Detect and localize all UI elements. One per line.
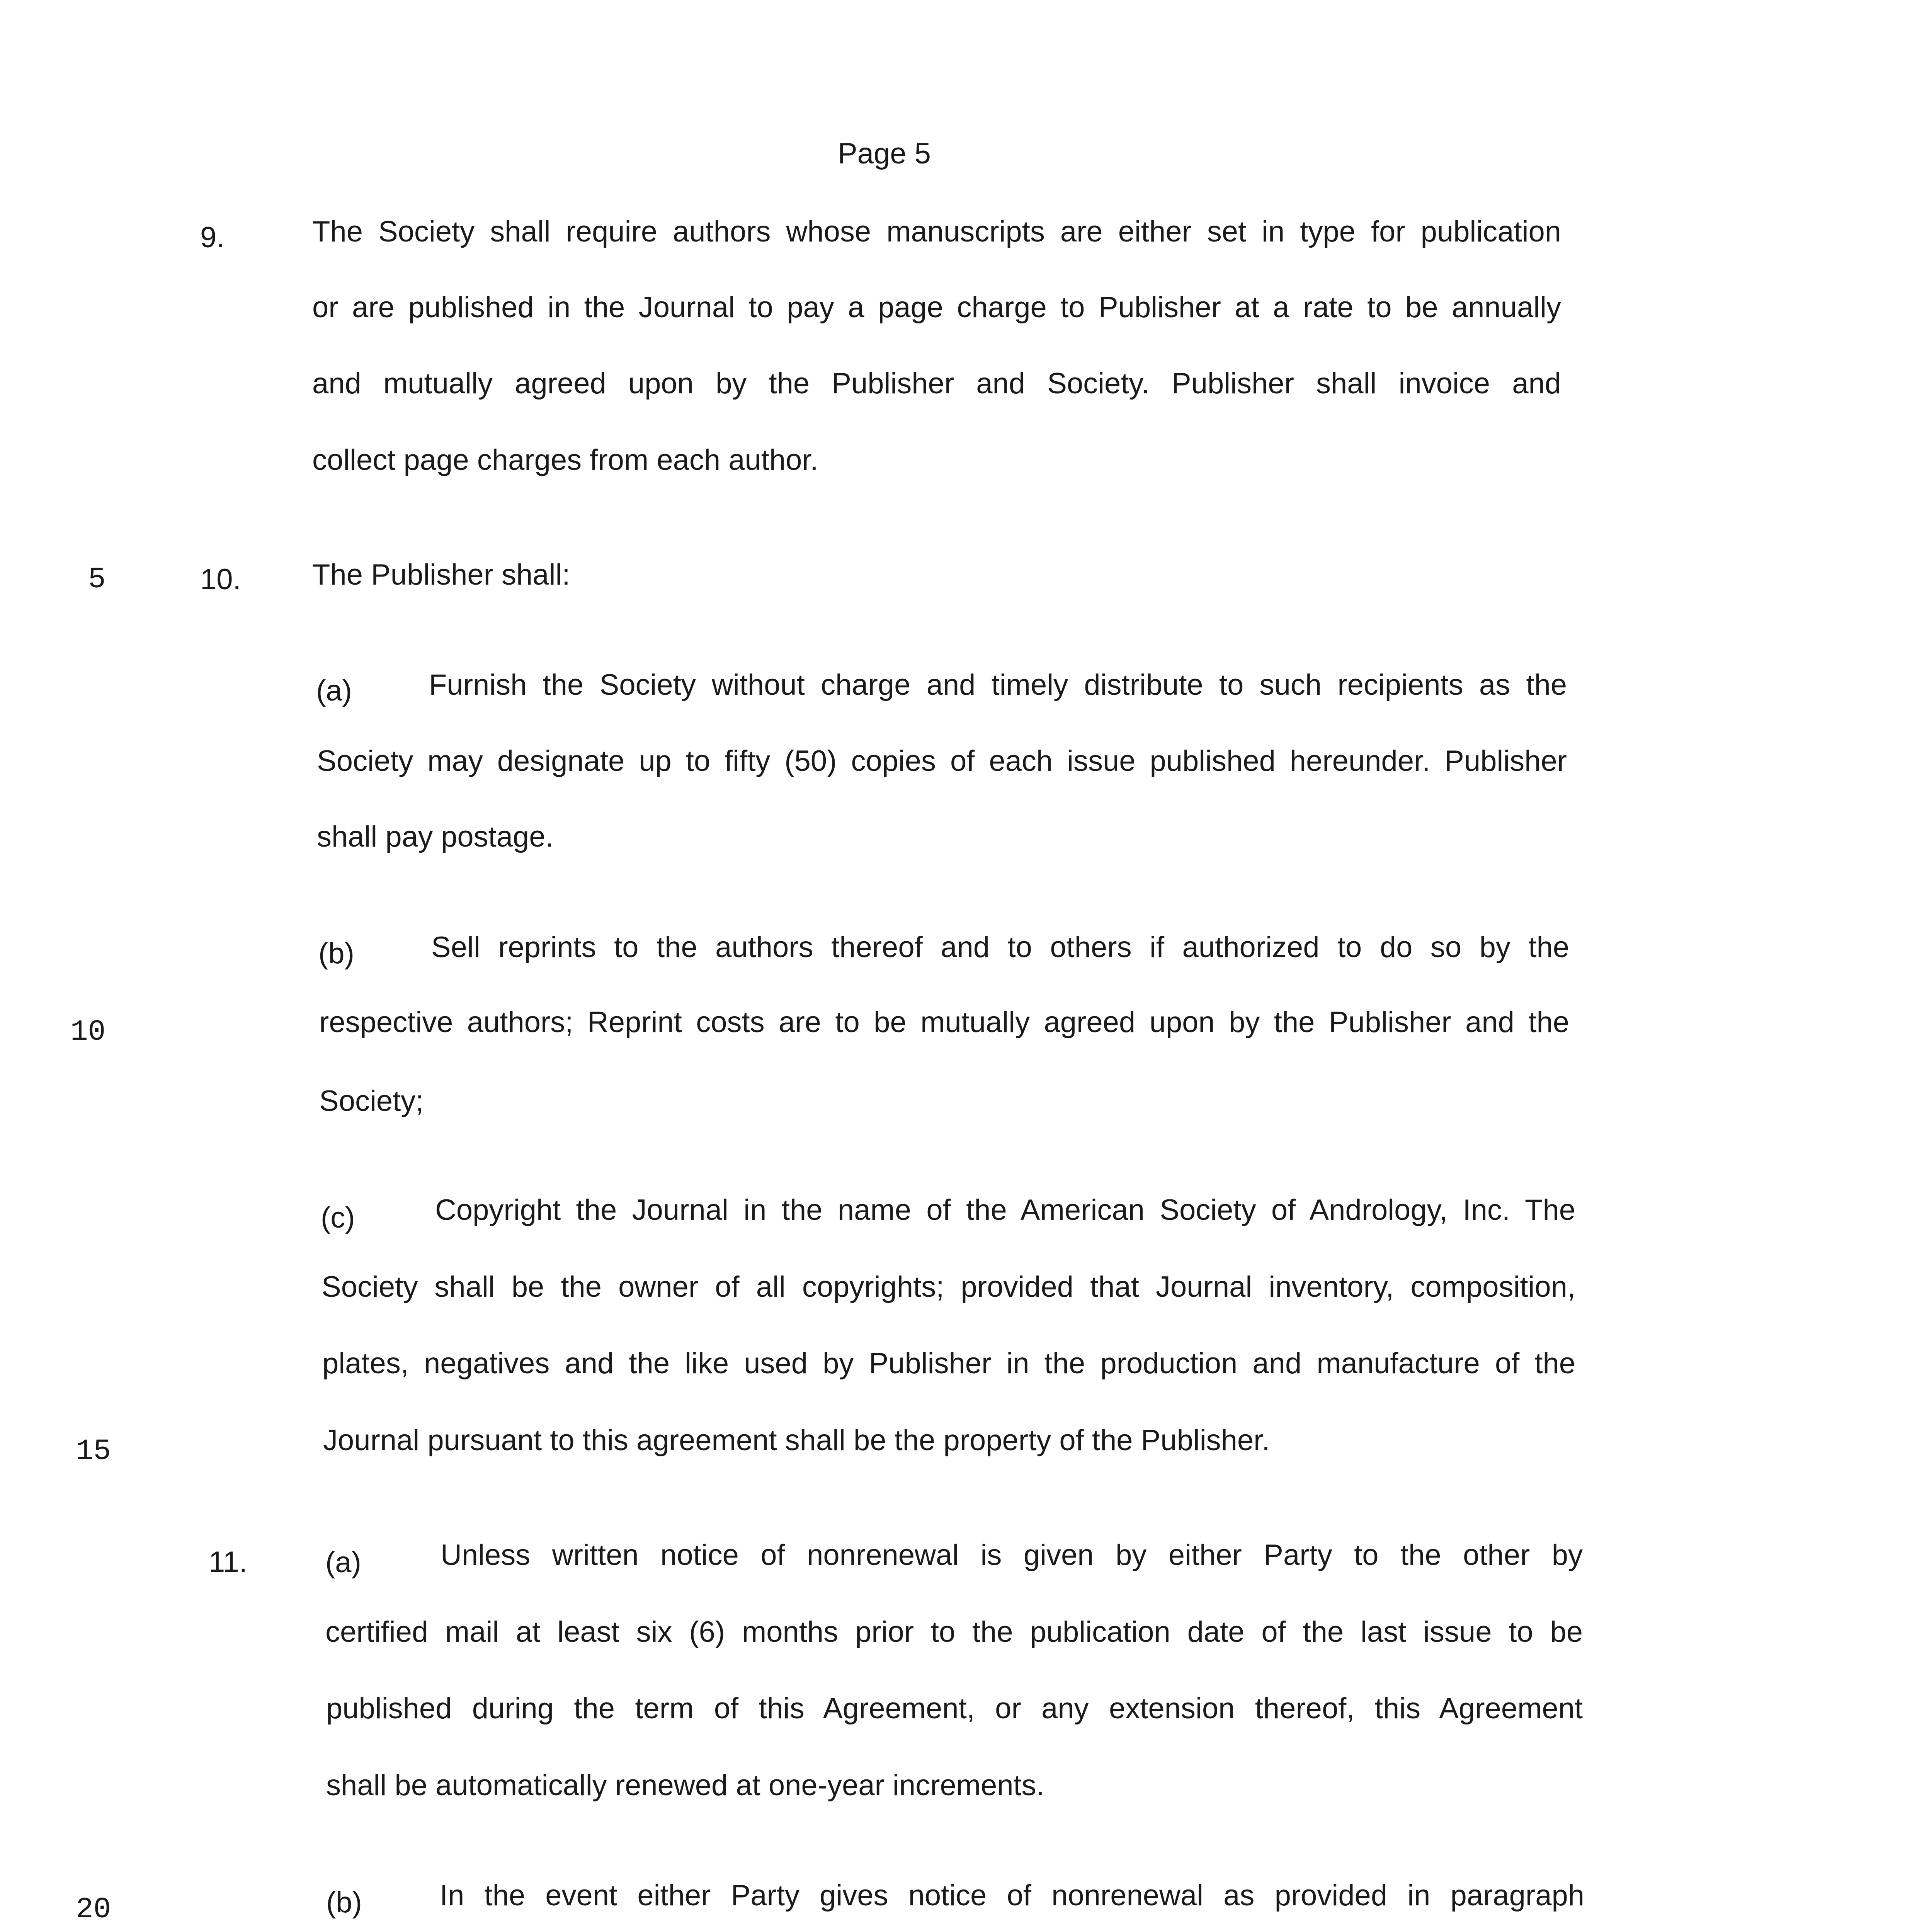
page-number-header: Page 5 — [838, 137, 931, 170]
subsection-label: (b) — [326, 1886, 362, 1919]
paragraph-line: The Society shall require authors whose manuscripts are either set in type for publication — [312, 215, 1561, 248]
section-intro: The Publisher shall: — [312, 558, 570, 591]
paragraph-line: Furnish the Society without charge and timely distribute to such recipients as the — [429, 668, 1567, 701]
line-number-15: 15 — [76, 1435, 111, 1468]
paragraph-line: Sell reprints to the authors thereof and to others if authorized to do so by the — [431, 931, 1569, 964]
section-number: 10. — [200, 563, 241, 596]
line-number-20: 20 — [76, 1893, 111, 1926]
paragraph-line: and mutually agreed upon by the Publisher and Society. Publisher shall invoice and — [312, 367, 1561, 400]
paragraph-line: or are published in the Journal to pay a page charge to Publisher at a rate to be annually — [312, 291, 1561, 324]
paragraph-line: Unless written notice of nonrenewal is given by either Party to the other by — [441, 1539, 1583, 1571]
paragraph-line: Copyright the Journal in the name of the American Society of Andrology, Inc. The — [435, 1194, 1575, 1226]
paragraph-line: Society shall be the owner of all copyrights; provided that Journal inventory, composition, — [321, 1270, 1575, 1303]
subsection-label: (a) — [325, 1546, 361, 1579]
subsection-label: (b) — [318, 937, 354, 970]
paragraph-line: shall be automatically renewed at one-year increments. — [326, 1769, 1044, 1802]
line-number-10: 10 — [70, 1015, 106, 1049]
paragraph-line: shall pay postage. — [317, 820, 554, 853]
paragraph-line: certified mail at least six (6) months prior to the publication date of the last issue to be — [325, 1616, 1583, 1648]
paragraph-line: Journal pursuant to this agreement shall be the property of the Publisher. — [323, 1424, 1270, 1457]
paragraph-line: plates, negatives and the like used by Publisher in the production and manufacture of the — [322, 1347, 1575, 1380]
paragraph-line: Society may designate up to fifty (50) copies of each issue published hereunder. Publisher — [317, 745, 1567, 777]
subsection-label: (a) — [316, 674, 352, 707]
paragraph-line: published during the term of this Agreement, or any extension thereof, this Agreement — [326, 1692, 1583, 1725]
paragraph-line: respective authors; Reprint costs are to be mutually agreed upon by the Publisher and the — [319, 1006, 1569, 1039]
paragraph-line: collect page charges from each author. — [312, 444, 818, 476]
section-number: 9. — [200, 221, 225, 254]
line-number-5: 5 — [88, 563, 106, 596]
paragraph-line: Society; — [319, 1085, 424, 1117]
section-number: 11. — [209, 1546, 248, 1578]
subsection-label: (c) — [321, 1201, 355, 1234]
paragraph-line: In the event either Party gives notice of nonrenewal as provided in paragraph — [440, 1879, 1584, 1912]
